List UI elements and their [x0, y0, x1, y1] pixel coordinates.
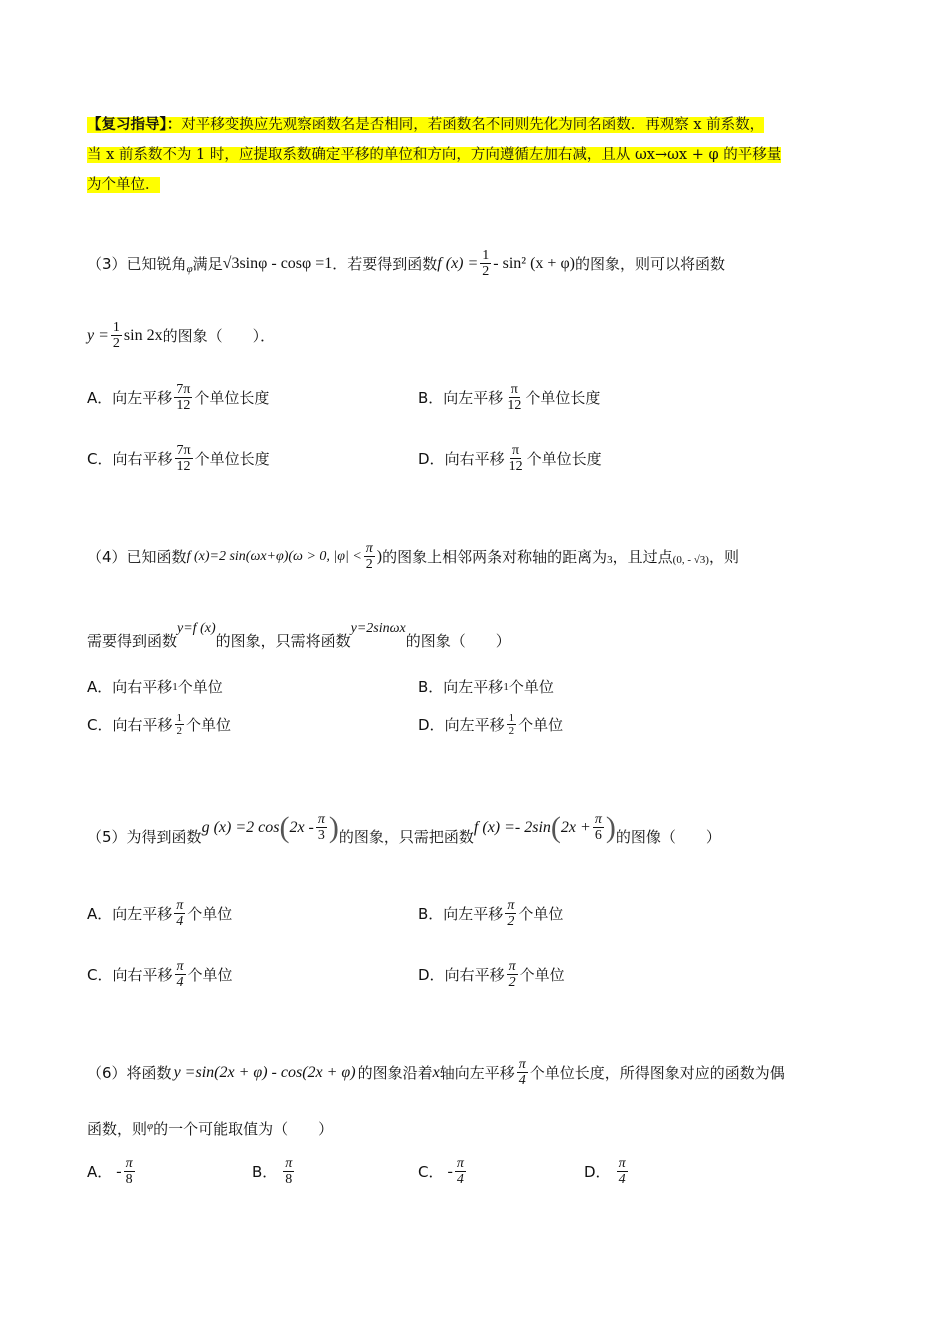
q3-text: ．若要得到函数 [332, 255, 438, 273]
q6-option-d[interactable]: D． $\frac{\pi}{4}$ [584, 1156, 626, 1187]
q5-f-func: f (x) =- 2sin [473, 818, 551, 836]
q4-point: (0, - √3) [672, 553, 709, 566]
q4-option-a[interactable]: A． 向右平移 1 个单位 [87, 678, 223, 696]
q6-text: 个单位长度，所得图象对应的函数为偶 [529, 1064, 785, 1082]
q4-number: （4） [87, 548, 127, 566]
q5-f-inner: 2x + [560, 818, 591, 836]
q4-distance: 3 [607, 553, 613, 566]
q4-func: f (x)=2 sin(ωx+φ)(ω > 0, |φ| < [186, 548, 362, 564]
q5-option-c[interactable]: C． 向右平移 $\frac{\pi}{4}$ 个单位 [87, 959, 233, 990]
q4-yf: y=f (x) [177, 620, 216, 636]
guide-line-1: 对平移变换应先观察函数名是否相同，若函数名不同则先化为同名函数．再观察 x 前系数， [181, 117, 765, 133]
q3-y-lhs: y = [87, 326, 109, 344]
q3-stem-line1 [87, 248, 725, 279]
q6-text: 函数，则 [87, 1120, 148, 1138]
q3-frac-half: $\frac{1}{2}$ [482, 248, 490, 279]
guide-label: 【复习指导】： [87, 117, 182, 133]
q6-stem-line2 [87, 1118, 333, 1139]
q4-text: 的图象上相邻两条对称轴的距离为 [382, 548, 608, 566]
q6-option-c[interactable]: C． - $\frac{\pi}{4}$ [418, 1156, 464, 1187]
q3-option-a[interactable]: A． 向左平移 $\frac{7\pi}{12}$ 个单位长度 [87, 382, 270, 413]
q3-text: 满足 [192, 255, 223, 273]
q4-text: 的图象，只需将函数 [215, 632, 351, 650]
q5-option-b[interactable]: B． 向左平移 $\frac{\pi}{2}$ 个单位 [418, 898, 564, 929]
q3-phi: φ [186, 262, 193, 275]
q6-text: 轴向左平移 [439, 1064, 515, 1082]
q6-number: （6） [87, 1064, 127, 1082]
q3-option-d[interactable]: D． 向右平移 $\frac{\pi}{12}$ 个单位长度 [418, 443, 602, 474]
q3-y-rhs: sin 2x [123, 326, 163, 344]
q4-option-d[interactable]: D． 向左平移 $\frac{1}{2}$ 个单位 [418, 712, 564, 737]
q3-text: 的图象（ ）． [162, 327, 276, 345]
guide-line-3: 为个单位． [87, 177, 160, 193]
q4-text: ，且过点 [612, 548, 673, 566]
q5-g-func: g (x) =2 cos [201, 818, 280, 836]
review-guide [87, 110, 781, 200]
q4-y2: y=2sinωx [350, 620, 406, 636]
q4-stem-line2 [87, 612, 511, 651]
q6-text: 将函数 [126, 1064, 172, 1082]
q3-text: 的图象，则可以将函数 [575, 255, 726, 273]
q4-stem-line1: （4） 已知函数 f (x)=2 sin(ωx+φ)(ω > 0, |φ| < $\frac{\pi}{2}$ ) 的图象上相邻两条对称轴的距离为 3 ，且过点 (0, - √3) ，则 [87, 541, 739, 572]
q4-func-end: ) [376, 547, 383, 565]
q3-stem-line2 [87, 320, 275, 351]
q3-option-b[interactable]: B． 向左平移 $\frac{\pi}{12}$ 个单位长度 [418, 382, 601, 413]
q4-text: 需要得到函数 [87, 632, 178, 650]
q4-text: 的图象（ ） [405, 632, 511, 650]
q6-option-a[interactable]: A． - $\frac{\pi}{8}$ [87, 1156, 133, 1187]
q6-text: 的一个可能取值为（ ） [153, 1120, 334, 1138]
q5-g-inner: 2x - [289, 818, 314, 836]
q3-option-c[interactable]: C． 向右平移 $\frac{7\pi}{12}$ 个单位长度 [87, 443, 270, 474]
q5-stem: （5） 为得到函数 g (x) =2 cos ( 2x - $\frac{\pi}{3}$ ) 的图象，只需把函数 f (x) =- 2sin ( 2x + $\frac{\pi}{6}$ ) 的图像（ ） [87, 810, 721, 846]
guide-line-2: 当 x 前系数不为 1 时，应提取系数确定平移的单位和方向，方向遵循左加右减，且从 ωx→ωx + φ 的平移量 [87, 147, 782, 163]
q6-phi: φ [147, 1119, 154, 1132]
q4-option-c[interactable]: C． 向右平移 $\frac{1}{2}$ 个单位 [87, 712, 232, 737]
q5-text: 的图像（ ） [615, 828, 721, 846]
q6-func: y =sin(2x + φ) - cos(2x + φ) [173, 1063, 356, 1081]
q5-option-a[interactable]: A． 向左平移 $\frac{\pi}{4}$ 个单位 [87, 898, 233, 929]
q6-x: x [432, 1063, 440, 1081]
q6-option-b[interactable]: B． $\frac{\pi}{8}$ [252, 1156, 293, 1187]
q3-func-rhs: - sin² (x + φ) [493, 254, 576, 272]
q3-number: （3） [87, 255, 127, 273]
q3-frac-half-2: $\frac{1}{2}$ [112, 320, 120, 351]
q5-text: 为得到函数 [126, 828, 202, 846]
q4-option-b[interactable]: B． 向左平移 1 个单位 [418, 678, 554, 696]
q4-text: 已知函数 [126, 548, 187, 566]
q5-text: 的图象，只需把函数 [338, 828, 474, 846]
q4-text: ，则 [708, 548, 739, 566]
q5-option-d[interactable]: D． 向右平移 $\frac{\pi}{2}$ 个单位 [418, 959, 565, 990]
q5-g-paren: ( [279, 810, 290, 844]
q3-text: 已知锐角 [126, 255, 187, 273]
q5-number: （5） [87, 828, 127, 846]
q6-text: 的图象沿着 [357, 1064, 433, 1082]
q3-condition: √3sinφ - cosφ =1 [222, 254, 333, 272]
q3-func-lhs: f (x) = [437, 254, 479, 272]
q6-stem-line1: （6） 将函数 y =sin(2x + φ) - cos(2x + φ) 的图象沿着 x 轴向左平移 $\frac{\pi}{4}$ 个单位长度，所得图象对应的函数为偶 [87, 1057, 785, 1088]
